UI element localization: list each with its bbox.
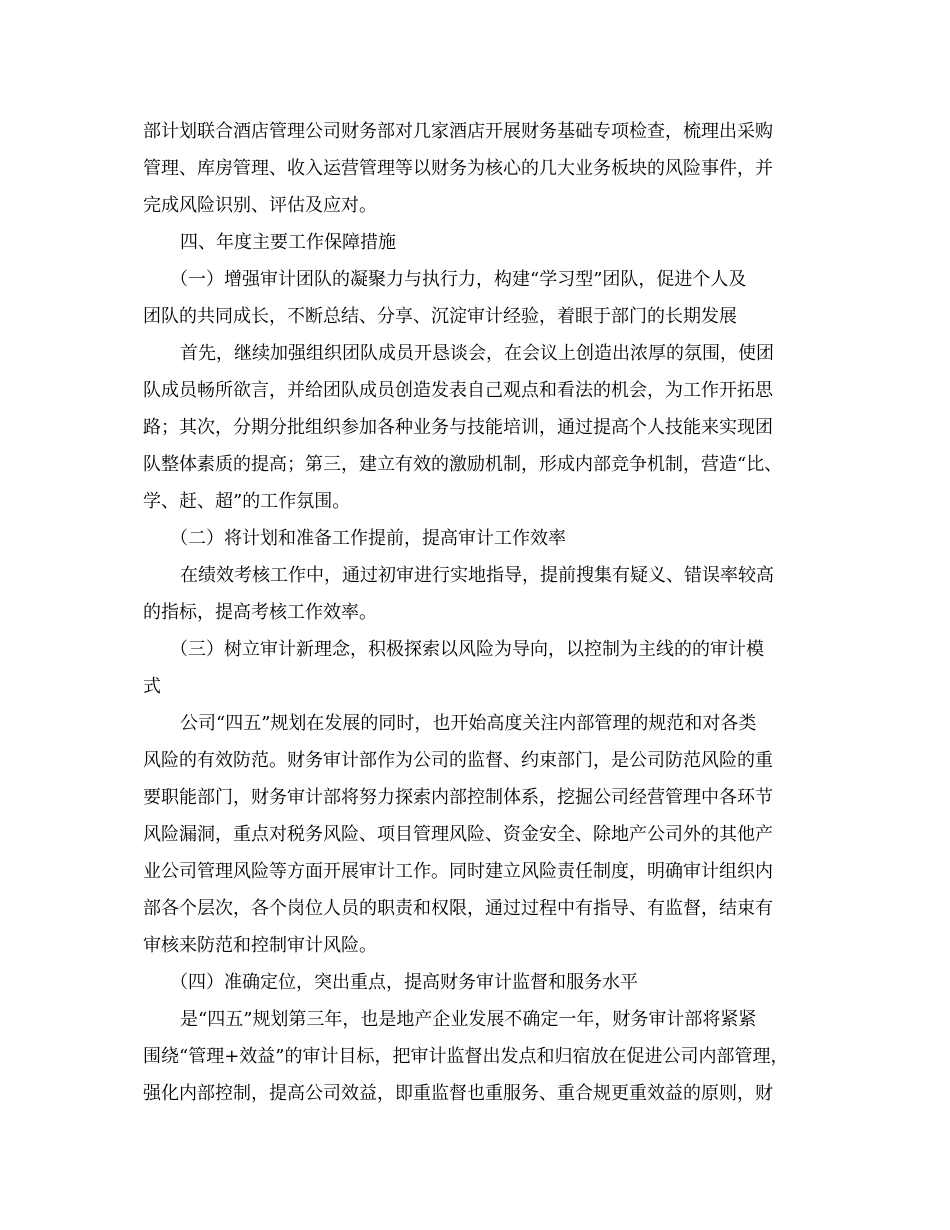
body-text-line: 学、赶、超”的工作氛围。 xyxy=(143,491,351,512)
subsection-heading: （三）树立审计新理念，积极探索以风险为导向，以控制为主线的的审计模 xyxy=(170,639,764,660)
body-text-line: 队整体素质的提高；第三，建立有效的激励机制，形成内部竞争机制，营造“比、 xyxy=(143,454,783,475)
body-text-line: 是“四五”规划第三年，也是地产企业发展不确定一年，财务审计部将紧紧 xyxy=(180,1009,757,1030)
subsection-heading: 式 xyxy=(143,676,161,697)
subsection-heading: （一）增强审计团队的凝聚力与执行力，构建“学习型”团队，促进个人及 xyxy=(170,269,747,290)
body-text-line: 业公司管理风险等方面开展审计工作。同时建立风险责任制度，明确审计组织内 xyxy=(143,861,773,882)
section-heading: 四、年度主要工作保障措施 xyxy=(180,232,396,253)
subsection-heading: （四）准确定位，突出重点，提高财务审计监督和服务水平 xyxy=(170,972,638,993)
body-text-line: 部计划联合酒店管理公司财务部对几家酒店开展财务基础专项检查，梳理出采购 xyxy=(143,121,773,142)
body-text-line: 在绩效考核工作中，通过初审进行实地指导，提前搜集有疑义、错误率较高 xyxy=(180,565,774,586)
body-text-line: 公司“四五”规划在发展的同时，也开始高度关注内部管理的规范和对各类 xyxy=(180,713,757,734)
subsection-heading: 团队的共同成长，不断总结、分享、沉淀审计经验，着眼于部门的长期发展 xyxy=(143,306,737,327)
body-text-line: 队成员畅所欲言，并给团队成员创造发表自己观点和看法的机会，为工作开拓思 xyxy=(143,380,773,401)
body-text-line: 风险漏洞，重点对税务风险、项目管理风险、资金安全、除地产公司外的其他产 xyxy=(143,824,773,845)
body-text-line: 路；其次，分期分批组织参加各种业务与技能培训，通过提高个人技能来实现团 xyxy=(143,417,773,438)
body-text-line: 部各个层次，各个岗位人员的职责和权限，通过过程中有指导、有监督，结束有 xyxy=(143,898,773,919)
body-text-line: 要职能部门，财务审计部将努力探索内部控制体系，挖掘公司经营管理中各环节 xyxy=(143,787,773,808)
subsection-heading: （二）将计划和准备工作提前，提高审计工作效率 xyxy=(170,528,566,549)
body-text-line: 管理、库房管理、收入运营管理等以财务为核心的几大业务板块的风险事件，并 xyxy=(143,158,773,179)
body-text-line: 审核来防范和控制审计风险。 xyxy=(143,935,377,956)
body-text-line: 的指标，提高考核工作效率。 xyxy=(143,602,377,623)
body-text-line: 首先，继续加强组织团队成员开恳谈会，在会议上创造出浓厚的氛围，使团 xyxy=(180,343,774,364)
body-text-line: 风险的有效防范。财务审计部作为公司的监督、约束部门，是公司防范风险的重 xyxy=(143,750,773,771)
body-text-line: 围绕“管理+效益”的审计目标，把审计监督出发点和归宿放在促进公司内部管理， xyxy=(143,1046,789,1067)
body-text-line: 强化内部控制，提高公司效益，即重监督也重服务、重合规更重效益的原则，财 xyxy=(143,1083,773,1104)
body-text-line: 完成风险识别、评估及应对。 xyxy=(143,195,377,216)
